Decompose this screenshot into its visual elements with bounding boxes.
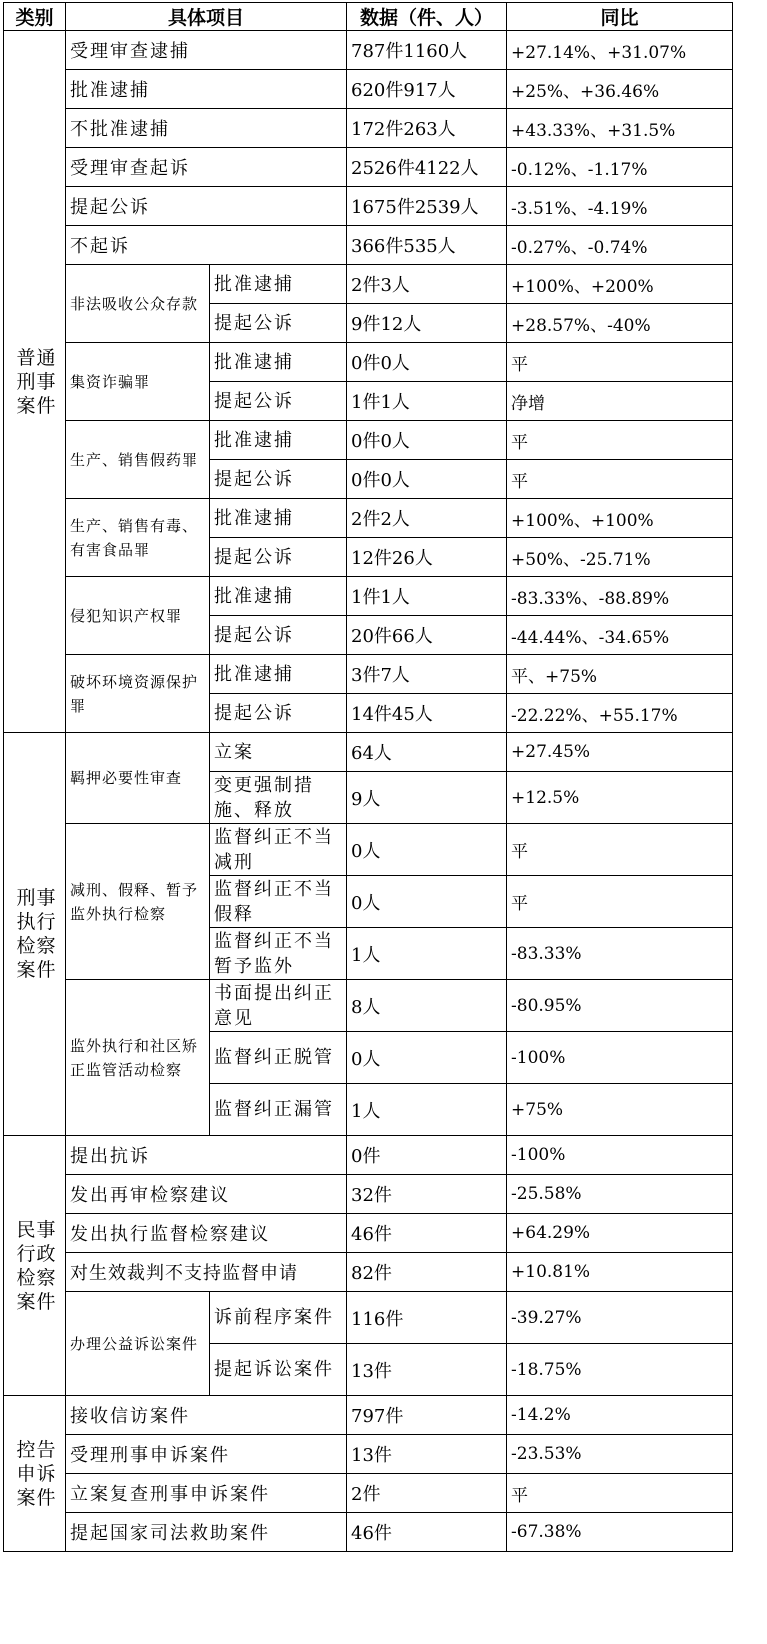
table-row	[4, 265, 733, 304]
item-label: 受理审查逮捕	[66, 31, 347, 70]
change-cell: 平	[507, 343, 733, 382]
sub-item-label: 监督纠正不当暂予监外	[210, 928, 347, 980]
change-cell: -14.2%	[507, 1396, 733, 1435]
group-label: 羁押必要性审查	[66, 733, 210, 824]
category-complaint	[4, 1396, 66, 1552]
change-cell: -39.27%	[507, 1292, 733, 1344]
change-cell: -25.58%	[507, 1175, 733, 1214]
statistics-table	[3, 2, 733, 1552]
change-cell: 平	[507, 1474, 733, 1513]
change-cell: 平、+75%	[507, 655, 733, 694]
value-cell: 14件45人	[347, 694, 507, 733]
value-cell: 1人	[347, 928, 507, 980]
change-cell: -23.53%	[507, 1435, 733, 1474]
table-row	[4, 1474, 733, 1513]
value-cell: 46件	[347, 1513, 507, 1552]
table-row	[4, 343, 733, 382]
change-cell: -80.95%	[507, 980, 733, 1032]
sub-item-label: 提起公诉	[210, 460, 347, 499]
change-cell: -0.27%、-0.74%	[507, 226, 733, 265]
table-row	[4, 499, 733, 538]
table-row	[4, 1175, 733, 1214]
table-row	[4, 1214, 733, 1253]
value-cell: 787件1160人	[347, 31, 507, 70]
category-label: 控告申诉案件	[16, 1438, 57, 1509]
change-cell: 平	[507, 460, 733, 499]
change-cell: -3.51%、-4.19%	[507, 187, 733, 226]
value-cell: 2件	[347, 1474, 507, 1513]
value-cell: 13件	[347, 1344, 507, 1396]
table-row	[4, 1513, 733, 1552]
item-label: 提出抗诉	[66, 1136, 347, 1175]
sub-item-label: 批准逮捕	[210, 265, 347, 304]
table-row	[4, 1136, 733, 1175]
change-cell: -18.75%	[507, 1344, 733, 1396]
sub-item-label: 监督纠正不当假释	[210, 876, 347, 928]
table-row	[4, 148, 733, 187]
item-label: 接收信访案件	[66, 1396, 347, 1435]
sub-item-label: 批准逮捕	[210, 343, 347, 382]
item-label: 发出执行监督检察建议	[66, 1214, 347, 1253]
value-cell: 0件0人	[347, 421, 507, 460]
table-row	[4, 577, 733, 616]
item-label: 不起诉	[66, 226, 347, 265]
table-row	[4, 1292, 733, 1344]
sub-item-label: 提起公诉	[210, 304, 347, 343]
value-cell: 1件1人	[347, 577, 507, 616]
change-cell: 平	[507, 824, 733, 876]
change-cell: +10.81%	[507, 1253, 733, 1292]
table-row	[4, 226, 733, 265]
sub-item-label: 监督纠正脱管	[210, 1032, 347, 1084]
group-label: 生产、销售有毒、有害食品罪	[66, 499, 210, 577]
item-label: 受理审查起诉	[66, 148, 347, 187]
sub-item-label: 提起公诉	[210, 382, 347, 421]
table-row	[4, 187, 733, 226]
value-cell: 0件	[347, 1136, 507, 1175]
value-cell: 82件	[347, 1253, 507, 1292]
change-cell: -100%	[507, 1136, 733, 1175]
value-cell: 0人	[347, 824, 507, 876]
value-cell: 3件7人	[347, 655, 507, 694]
change-cell: -44.44%、-34.65%	[507, 616, 733, 655]
table-row	[4, 980, 733, 1032]
value-cell: 0件0人	[347, 460, 507, 499]
table-row	[4, 655, 733, 694]
change-cell: +25%、+36.46%	[507, 70, 733, 109]
sub-item-label: 批准逮捕	[210, 655, 347, 694]
value-cell: 32件	[347, 1175, 507, 1214]
change-cell: -83.33%	[507, 928, 733, 980]
change-cell: +100%、+200%	[507, 265, 733, 304]
group-label: 生产、销售假药罪	[66, 421, 210, 499]
value-cell: 2件3人	[347, 265, 507, 304]
item-label: 提起公诉	[66, 187, 347, 226]
change-cell: -22.22%、+55.17%	[507, 694, 733, 733]
sub-item-label: 批准逮捕	[210, 421, 347, 460]
table-row	[4, 1435, 733, 1474]
sub-item-label: 批准逮捕	[210, 577, 347, 616]
value-cell: 2526件4122人	[347, 148, 507, 187]
change-cell: 平	[507, 876, 733, 928]
value-cell: 797件	[347, 1396, 507, 1435]
category-civil	[4, 1136, 66, 1396]
sub-item-label: 诉前程序案件	[210, 1292, 347, 1344]
table-row	[4, 421, 733, 460]
item-label: 立案复查刑事申诉案件	[66, 1474, 347, 1513]
value-cell: 12件26人	[347, 538, 507, 577]
category-label: 刑事执行检察案件	[16, 887, 57, 981]
change-cell: +28.57%、-40%	[507, 304, 733, 343]
change-cell: +27.45%	[507, 733, 733, 772]
sub-item-label: 变更强制措施、释放	[210, 772, 347, 824]
value-cell: 1675件2539人	[347, 187, 507, 226]
sub-item-label: 提起公诉	[210, 538, 347, 577]
change-cell: -67.38%	[507, 1513, 733, 1552]
header-category: 类别	[4, 3, 66, 31]
sub-item-label: 提起公诉	[210, 616, 347, 655]
item-label: 提起国家司法救助案件	[66, 1513, 347, 1552]
group-label: 集资诈骗罪	[66, 343, 210, 421]
value-cell: 64人	[347, 733, 507, 772]
header-item: 具体项目	[66, 3, 347, 31]
group-label: 监外执行和社区矫正监管活动检察	[66, 980, 210, 1136]
change-cell: +43.33%、+31.5%	[507, 109, 733, 148]
value-cell: 9件12人	[347, 304, 507, 343]
table-row	[4, 109, 733, 148]
header-row	[4, 3, 733, 31]
table-row	[4, 31, 733, 70]
change-cell: 平	[507, 421, 733, 460]
change-cell: +100%、+100%	[507, 499, 733, 538]
value-cell: 172件263人	[347, 109, 507, 148]
category-label: 普通刑事案件	[16, 346, 57, 417]
category-execution	[4, 733, 66, 1136]
category-label: 民事行政检察案件	[16, 1218, 57, 1313]
change-cell: +50%、-25.71%	[507, 538, 733, 577]
value-cell: 9人	[347, 772, 507, 824]
change-cell: 净增	[507, 382, 733, 421]
sub-item-label: 监督纠正不当减刑	[210, 824, 347, 876]
sub-item-label: 批准逮捕	[210, 499, 347, 538]
group-label: 侵犯知识产权罪	[66, 577, 210, 655]
item-label: 不批准逮捕	[66, 109, 347, 148]
sub-item-label: 提起公诉	[210, 694, 347, 733]
table-row	[4, 824, 733, 876]
value-cell: 0件0人	[347, 343, 507, 382]
item-label: 批准逮捕	[66, 70, 347, 109]
sub-item-label: 书面提出纠正意见	[210, 980, 347, 1032]
value-cell: 0人	[347, 876, 507, 928]
value-cell: 13件	[347, 1435, 507, 1474]
value-cell: 20件66人	[347, 616, 507, 655]
change-cell: -100%	[507, 1032, 733, 1084]
change-cell: +64.29%	[507, 1214, 733, 1253]
change-cell: +12.5%	[507, 772, 733, 824]
sub-item-label: 提起诉讼案件	[210, 1344, 347, 1396]
item-label: 对生效裁判不支持监督申请	[66, 1253, 347, 1292]
value-cell: 1件1人	[347, 382, 507, 421]
change-cell: +27.14%、+31.07%	[507, 31, 733, 70]
value-cell: 46件	[347, 1214, 507, 1253]
group-label: 减刑、假释、暂予监外执行检察	[66, 824, 210, 980]
change-cell: +75%	[507, 1084, 733, 1136]
value-cell: 116件	[347, 1292, 507, 1344]
value-cell: 366件535人	[347, 226, 507, 265]
item-label: 发出再审检察建议	[66, 1175, 347, 1214]
group-label: 非法吸收公众存款	[66, 265, 210, 343]
header-data: 数据（件、人）	[347, 3, 507, 31]
sub-item-label: 监督纠正漏管	[210, 1084, 347, 1136]
group-label: 破坏环境资源保护罪	[66, 655, 210, 733]
table-row	[4, 1253, 733, 1292]
value-cell: 620件917人	[347, 70, 507, 109]
value-cell: 0人	[347, 1032, 507, 1084]
value-cell: 8人	[347, 980, 507, 1032]
item-label: 受理刑事申诉案件	[66, 1435, 347, 1474]
sub-item-label: 立案	[210, 733, 347, 772]
table-row	[4, 70, 733, 109]
category-criminal	[4, 31, 66, 733]
table-row	[4, 1396, 733, 1435]
change-cell: -0.12%、-1.17%	[507, 148, 733, 187]
group-label: 办理公益诉讼案件	[66, 1292, 210, 1396]
value-cell: 1人	[347, 1084, 507, 1136]
change-cell: -83.33%、-88.89%	[507, 577, 733, 616]
table-row	[4, 733, 733, 772]
value-cell: 2件2人	[347, 499, 507, 538]
header-yoy: 同比	[507, 3, 733, 31]
